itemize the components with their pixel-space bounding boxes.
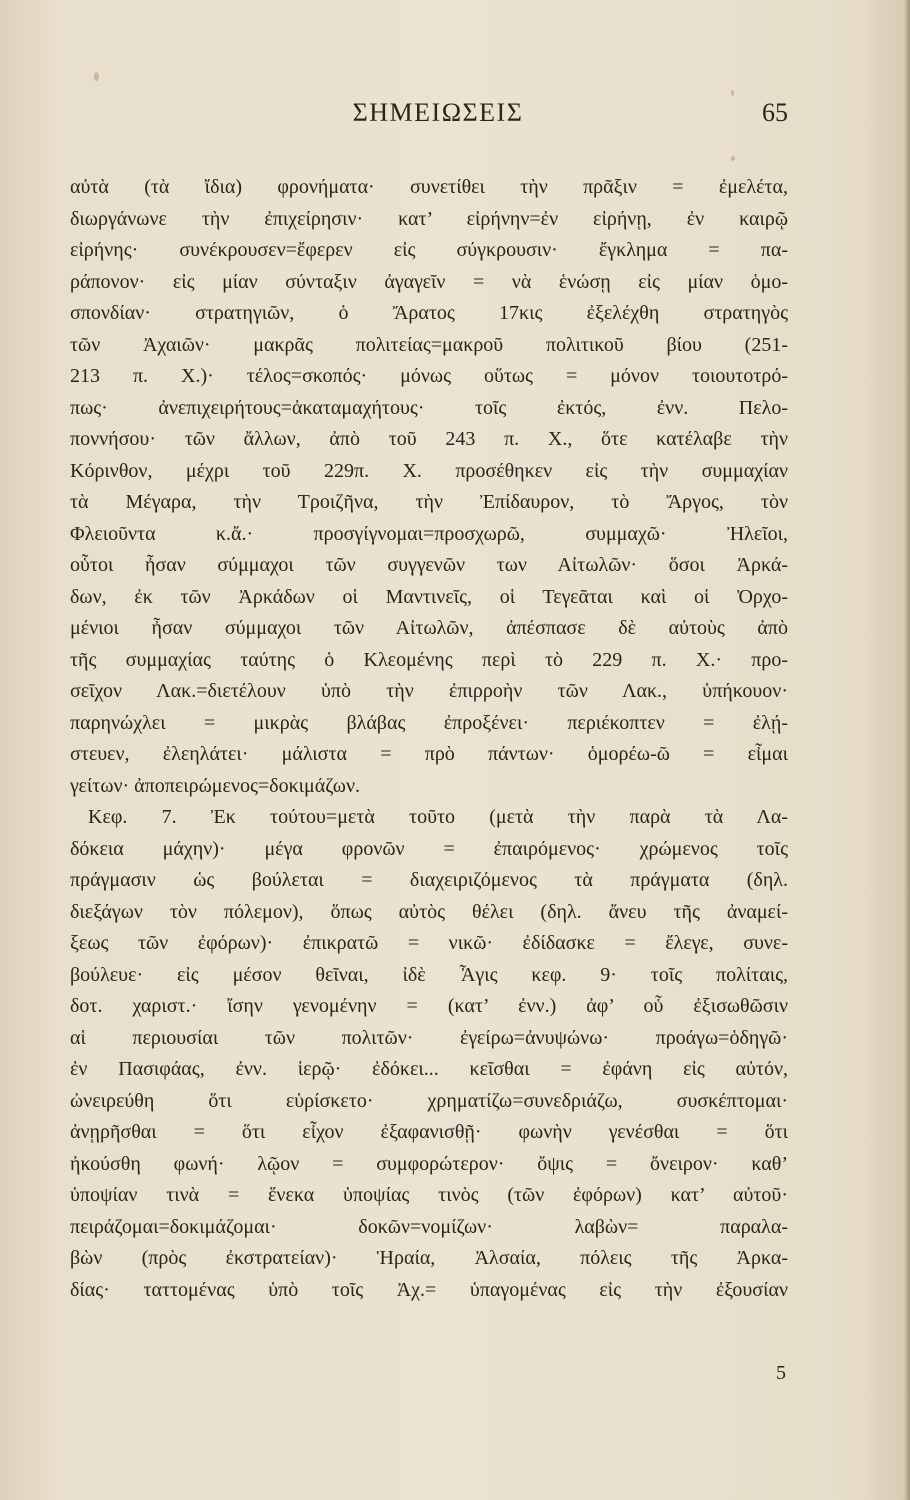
text-line: ἠκούσθη φωνή· λῷον = συμφορώτερον· ὄψις = ὄνειρον· καθ’ [70, 1152, 788, 1175]
text-line: 213 π. Χ.)· τέλος=σκοπός· μόνως οὕτως = μόνον τοιουτοτρό- [70, 365, 788, 387]
text-line: οὗτοι ἦσαν σύμμαχοι τῶν συγγενῶν των Αἰτωλῶν· ὅσοι Ἀρκά- [70, 554, 788, 576]
page-number: 65 [762, 98, 788, 127]
text-line: Κόρινθον, μέχρι τοῦ 229π. Χ. προσέθηκεν εἰς τὴν συμμαχίαν [70, 459, 788, 482]
text-line: δόκεια μάχην)· μέγα φρονῶν = ἐπαιρόμενος· χρώμενος τοῖς [70, 837, 788, 860]
text-line: στευεν, ἐλεηλάτει· μάλιστα = πρὸ πάντων· ὁμορέω-ῶ = εἶμαι [70, 743, 788, 765]
text-line: δοτ. χαριστ.· ἴσην γενομένην = (κατ’ ἐνν.) ἀφ’ οὗ ἐξισωθῶσιν [70, 995, 788, 1017]
text-line: δίας· ταττομένας ὑπὸ τοῖς Ἀχ.= ὑπαγομένας εἰς τὴν ἐξουσίαν [70, 1278, 788, 1301]
text-line: ἐν Πασιφάας, ἐνν. ἱερῷ· ἐδόκει... κεῖσθαι = ἐφάνη εἰς αὐτόν, [70, 1058, 788, 1080]
commentary-text [70, 172, 788, 1306]
text-line: σεῖχον Λακ.=διετέλουν ὑπὸ τὴν ἐπιρροὴν τῶν Λακ., ὑπήκουον· [70, 680, 788, 702]
text-line: Φλειοῦντα κ.ἄ.· προσγίγνομαι=προσχωρῶ, συμμαχῶ· Ἠλεῖοι, [70, 522, 788, 545]
text-line: βὼν (πρὸς ἐκστρατείαν)· Ἡραία, Ἀλσαία, πόλεις τῆς Ἀρκα- [70, 1247, 788, 1269]
page-header [88, 98, 788, 138]
text-line: ράπονον· εἰς μίαν σύνταξιν ἀγαγεῖν = νὰ ἑνώσῃ εἰς μίαν ὁμο- [70, 270, 788, 293]
text-line: παρηνώχλει = μικρὰς βλάβας ἐπροξένει· περιέκοπτεν = ἐλῄ- [70, 711, 788, 734]
text-line: μένιοι ἦσαν σύμμαχοι τῶν Αἰτωλῶν, ἀπέσπασε δὲ αὐτοὺς ἀπὸ [70, 617, 788, 639]
text-line: αὐτὰ (τὰ ἴδια) φρονήματα· συνετίθει τὴν πρᾶξιν = ἐμελέτα, [70, 176, 788, 198]
text-line: διωργάνωνε τὴν ἐπιχείρησιν· κατ’ εἰρήνην=ἐν εἰρήνῃ, ἐν καιρῷ [70, 207, 788, 230]
text-line: δων, ἐκ τῶν Ἀρκάδων οἱ Μαντινεῖς, οἱ Τεγεᾶται καὶ οἱ Ὀρχο- [70, 585, 788, 608]
foxing-spot [731, 90, 734, 96]
text-line: τὰ Μέγαρα, τὴν Τροιζῆνα, τὴν Ἐπίδαυρον, τὸ Ἄργος, τὸν [70, 491, 788, 513]
running-title: ΣΗΜΕΙΩΣΕΙΣ [352, 98, 524, 127]
foxing-spot [731, 156, 735, 161]
text-line: πράγμασιν ὡς βούλεται = διαχειριζόμενος τὰ πράγματα (δηλ. [70, 869, 788, 891]
text-line: διεξάγων τὸν πόλεμον), ὅπως αὐτὸς θέλει (δηλ. ἄνευ τῆς ἀναμεί- [70, 900, 788, 923]
section-start-line: Κεφ. 7. Ἐκ τούτου=μετὰ τοῦτο (μετὰ τὴν παρὰ τὰ Λα- [88, 806, 788, 828]
text-line: ξεως τῶν ἐφόρων)· ἐπικρατῶ = νικῶ· ἐδίδασκε = ἔλεγε, συνε- [70, 932, 788, 954]
text-line: αἱ περιουσίαι τῶν πολιτῶν· ἐγείρω=ἀνυψώνω· προάγω=ὁδηγῶ· [70, 1026, 788, 1049]
signature-mark: 5 [776, 1362, 786, 1384]
text-line: ἀνῃρῆσθαι = ὅτι εἶχον ἐξαφανισθῇ· φωνὴν γενέσθαι = ὅτι [70, 1121, 788, 1143]
text-line: εἰρήνης· συνέκρουσεν=ἔφερεν εἰς σύγκρουσιν· ἔγκλημα = πα- [70, 239, 788, 261]
text-line: τῶν Ἀχαιῶν· μακρᾶς πολιτείας=μακροῦ πολιτικοῦ βίου (251- [70, 333, 788, 356]
text-line: πως· ἀνεπιχειρήτους=ἀκαταμαχήτους· τοῖς ἐκτός, ἐνν. Πελο- [70, 396, 788, 419]
text-line: πειράζομαι=δοκιμάζομαι· δοκῶν=νομίζων· λαβὼν= παραλα- [70, 1215, 788, 1238]
text-line: ὑποψίαν τινὰ = ἕνεκα ὑποψίας τινὸς (τῶν ἐφόρων) κατ’ αὐτοῦ· [70, 1184, 788, 1206]
text-line: βούλευε· εἰς μέσον θεῖναι, ἰδὲ Ἆγις κεφ. 9· τοῖς πολίταις, [70, 963, 788, 986]
text-line: ὠνειρεύθη ὅτι εὑρίσκετο· χρηματίζω=συνεδριάζω, συσκέπτομαι· [70, 1089, 788, 1112]
text-line: γείτων· ἀποπειρώμενος=δοκιμάζων. [70, 774, 360, 797]
text-line: σπονδίαν· στρατηγιῶν, ὁ Ἄρατος 17κις ἐξελέχθη στρατηγὸς [70, 302, 788, 324]
page-edge-shadow [904, 0, 910, 1500]
text-line: ποννήσου· τῶν ἄλλων, ἀπὸ τοῦ 243 π. Χ., ὅτε κατέλαβε τὴν [70, 428, 788, 450]
text-line: τῆς συμμαχίας ταύτης ὁ Κλεομένης περὶ τὸ 229 π. Χ.· προ- [70, 648, 788, 671]
foxing-spot [94, 72, 99, 81]
